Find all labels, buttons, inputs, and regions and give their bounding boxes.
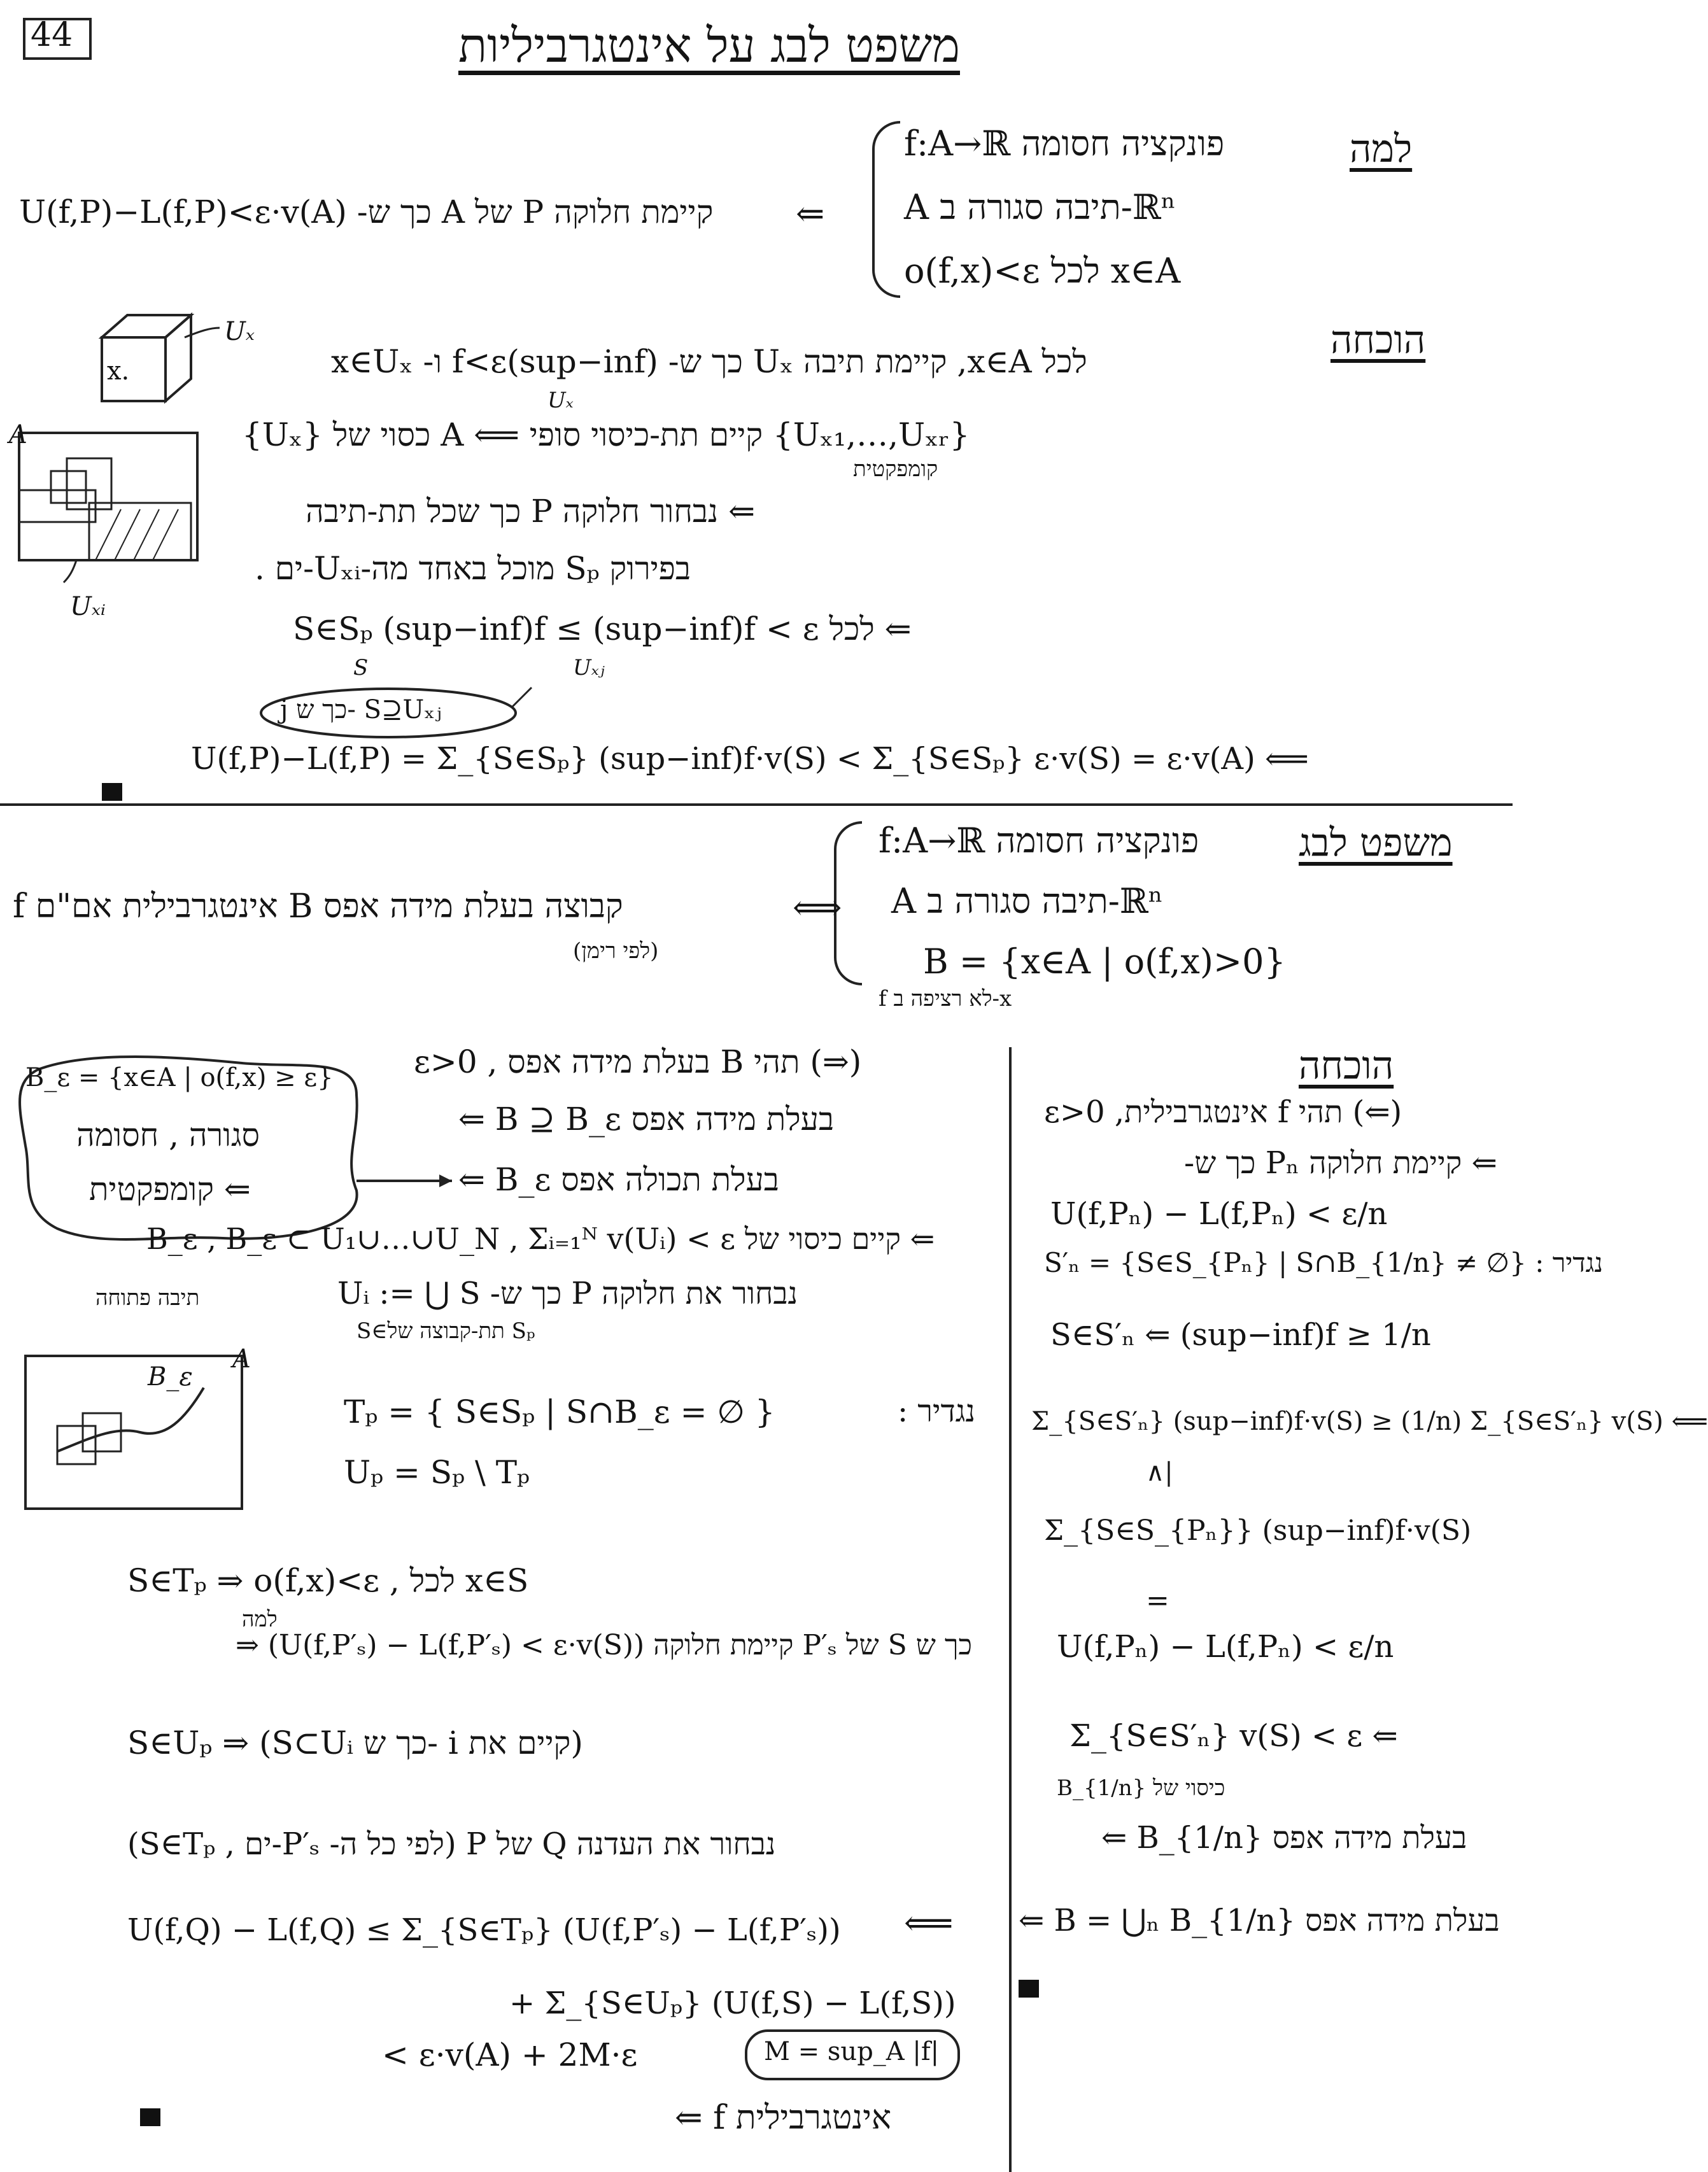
cover-a-label: A (9, 420, 27, 449)
proof2-left-line-3: ⇐ B_ε בעלת תכולה אפס (458, 1161, 779, 1198)
cloud-line-3: ⇐ קומפקטית (89, 1171, 251, 1208)
theorem-condition-1: f:A→ℝ פונקציה חסומה (879, 821, 1199, 861)
theorem-condition-2: A תיבה סגורה ב-ℝⁿ (891, 881, 1164, 921)
lemma-implies: ⇐ (796, 194, 825, 234)
proof2-left-implies: ⟸ (904, 1903, 954, 1943)
proof2-left-line-7: ⇒ (U(f,P′ₛ) − L(f,P′ₛ) < ε·v(S)) קיימת חלוקה P′ₛ של S כך ש (236, 1629, 972, 1661)
b-eps-figure (19, 1350, 274, 1515)
proof2-left-line-4: ⇐ קיים כיסוי של B_ε , B_ε ⊂ U₁∪…∪U_N , Σᵢ₌₁ᴺ v(Uᵢ) < ε (146, 1222, 935, 1256)
figure-a-label: A (232, 1344, 251, 1374)
cube-u-label: Uₓ (224, 317, 255, 346)
proof2-left-line-2: ⇐ B ⊇ B_ε בעלת מידה אפס (458, 1101, 835, 1138)
proof1-line-5: ⇐ לכל S∈Sₚ (sup−inf)f ≤ (sup−inf)f < ε (293, 610, 912, 647)
theorem-note: (לפי רימן) (573, 938, 659, 964)
proof1-compact-note: קומפקטית (853, 456, 938, 482)
proof1-label: הוכחה (1330, 318, 1426, 362)
qed-proof1 (102, 783, 122, 801)
proof1-sub-uxj: Uₓⱼ (573, 655, 605, 681)
proof2-right-label: הוכחה (1299, 1043, 1394, 1088)
proof2-right-line-11: ⇐ B = ⋃ₙ B_{1/n} בעלת מידה אפס (1019, 1903, 1500, 1938)
theorem-condition-3: B = {x∈A | o(f,x)>0} (923, 941, 1286, 982)
proof2-right-line-9: Σ_{S∈S′ₙ} v(S) < ε ⇐ (1069, 1718, 1398, 1754)
proof1-line-3: ⇐ נבחור חלוקה P כך שכל תת-תיבה (306, 493, 756, 530)
page-number: 44 (31, 16, 73, 54)
proof1-sub-s: S (353, 655, 369, 681)
m-note: M = sup_A |f| (764, 2037, 940, 2066)
proof1-sub-ux: Uₓ (547, 388, 574, 413)
lemma-condition-1: f:A→ℝ פונקציה חסומה (904, 123, 1225, 164)
proof2-left-line-10: U(f,Q) − L(f,Q) ≤ Σ_{S∈Tₚ} (U(f,P′ₛ) − L(f,P′ₛ)) (127, 1912, 841, 1948)
proof2-right-line-1: (⇐) תהי f אינטגרבילית, 0<ε (1044, 1094, 1402, 1130)
proof2-left-line-1: (⇒) תהי B בעלת מידה אפס , 0<ε (414, 1043, 862, 1080)
proof2-right-eq: = (1146, 1584, 1169, 1617)
cover-figure (13, 420, 204, 598)
proof2-left-union-sub: S∈תת-קבוצה של Sₚ (356, 1318, 535, 1344)
proof2-left-line-12: < ε·v(A) + 2M·ε (382, 2036, 638, 2073)
proof2-right-line-5: S∈S′ₙ ⇐ (sup−inf)f ≥ 1/n (1050, 1317, 1431, 1353)
lemma-condition-3: o(f,x)<ε לכל x∈A (904, 251, 1181, 291)
proof2-right-cover-note: כיסוי של B_{1/n} (1057, 1775, 1225, 1801)
lemma-brace (872, 121, 900, 298)
proof1-line-2: {Uₓ} כסוי של A ⟸ קיים תת-כיסוי סופי {Uₓ₁,…,Uₓᵣ} (242, 416, 970, 453)
proof2-left-line-6: S∈Tₚ ⇒ o(f,x)<ε , לכל x∈S (127, 1562, 529, 1599)
proof1-final-equation: U(f,P)−L(f,P) = Σ_{S∈Sₚ} (sup−inf)f·v(S) < Σ_{S∈Sₚ} ε·v(S) = ε·v(A) ⟸ (191, 741, 1309, 777)
proof2-left-open-box-note: תיבה פתוחה (95, 1285, 200, 1311)
def-tp: Tₚ = { S∈Sₚ | S∩B_ε = ∅ } (344, 1393, 775, 1430)
proof2-right-line-4: נגדיר : S′ₙ = {S∈S_{Pₙ} | S∩B_{1/n} ≠ ∅} (1044, 1247, 1604, 1278)
cover-u-label: Uₓᵢ (70, 592, 106, 621)
cloud-line-1: B_ε = {x∈A | o(f,x) ≥ ε} (25, 1063, 334, 1092)
lemma-arrow-note: למה (242, 1607, 278, 1632)
proof2-left-conclusion: ⇐ f אינטגרבילית (675, 2099, 892, 2137)
cloud-line-2: סגורה , חסומה (76, 1117, 260, 1153)
section-divider (0, 803, 1513, 806)
proof2-right-line-10: ⇐ B_{1/n} בעלת מידה אפס (1101, 1820, 1467, 1856)
lemma-condition-2: A תיבה סגורה ב-ℝⁿ (904, 187, 1176, 227)
proof2-right-line-8: U(f,Pₙ) − L(f,Pₙ) < ε/n (1057, 1629, 1394, 1665)
proof2-right-geq: ∧| (1146, 1458, 1173, 1487)
proof1-bubble-text: j כך ש- S⊇Uₓⱼ (280, 695, 442, 724)
proof2-left-line-11: + Σ_{S∈Uₚ} (U(f,S) − L(f,S)) (509, 1985, 956, 2021)
page-title: משפט לבג על אינטגרביליות (458, 18, 960, 73)
theorem-conclusion: f אינטגרבילית אם"ם B קבוצה בעלת מידה אפס (13, 887, 623, 926)
lemma-conclusion: קיימת חלוקה P של A כך ש- U(f,P)−L(f,P)<ε·v(A) (19, 194, 714, 230)
proof2-left-line-5: נבחור את חלוקה P כך ש- Uᵢ := ⋃ S (337, 1276, 798, 1311)
proof2-right-line-7: Σ_{S∈S_{Pₙ}} (sup−inf)f·v(S) (1044, 1514, 1472, 1547)
def-up: Uₚ = Sₚ \ Tₚ (344, 1454, 530, 1491)
proof2-left-line-8: S∈Uₚ ⇒ (S⊂Uᵢ כך ש- i קיים את) (127, 1724, 583, 1761)
theorem-label: משפט לבג (1299, 821, 1453, 865)
proof2-right-line-6: Σ_{S∈S′ₙ} (sup−inf)f·v(S) ≥ (1/n) Σ_{S∈S′ₙ} v(S) ⟸ (1031, 1407, 1708, 1436)
qed-proof2-right (1019, 1980, 1039, 1998)
proof1-line-1: לכל x∈A, קיימת תיבה Uₓ כך ש- (sup−inf)f<ε ו- x∈Uₓ (331, 343, 1087, 380)
define-label: נגדיר : (898, 1393, 976, 1429)
qed-proof2-left (140, 2108, 160, 2126)
proof2-right-line-2: ⇐ קיימת חלוקה Pₙ כך ש- (1184, 1145, 1497, 1181)
cube-x-label: x. (107, 356, 130, 386)
proof1-line-4: בפירוק Sₚ מוכל באחד מה-Uₓᵢ-ים . (255, 550, 691, 587)
theorem-implies: ⟺ (793, 887, 842, 927)
lemma-label: למה (1350, 127, 1413, 171)
proof2-right-line-3: U(f,Pₙ) − L(f,Pₙ) < ε/n (1050, 1196, 1388, 1232)
theorem-discontinuity-note: f לא רציפה ב-x (879, 986, 1012, 1012)
figure-b-label: B_ε (148, 1362, 193, 1392)
proof2-left-line-9: נבחור את העדנה Q של P (לפי כל ה- P′ₛ-ים , S∈Tₚ) (127, 1826, 776, 1862)
cloud-arrow (356, 1168, 458, 1194)
column-divider (1009, 1047, 1012, 2172)
